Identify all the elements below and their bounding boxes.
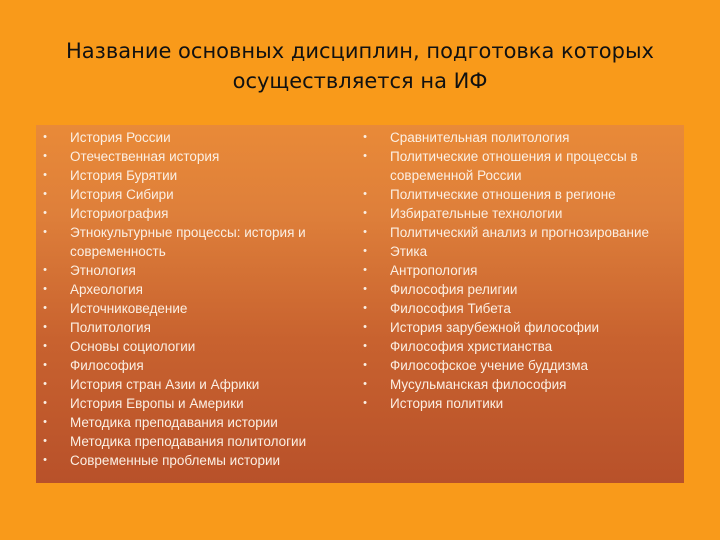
discipline-label: Философия Тибета [390, 301, 511, 316]
bullet-icon: • [43, 131, 47, 143]
discipline-label: История России [70, 130, 171, 145]
discipline-label: История Сибири [70, 187, 174, 202]
discipline-label: Философия религии [390, 282, 518, 297]
left-discipline-list [40, 128, 340, 470]
bullet-icon: • [43, 226, 47, 238]
discipline-item [360, 318, 678, 337]
discipline-item [40, 318, 340, 337]
discipline-item [40, 185, 340, 204]
discipline-label: Методика преподавания истории [70, 415, 278, 430]
discipline-item [40, 394, 340, 413]
discipline-item [40, 299, 340, 318]
bullet-icon: • [43, 150, 47, 162]
discipline-item [360, 261, 678, 280]
bullet-icon: • [363, 150, 367, 162]
discipline-label: Этнокультурные процессы: история и современность [70, 225, 306, 259]
bullet-icon: • [43, 416, 47, 428]
bullet-icon: • [43, 169, 47, 181]
bullet-icon: • [363, 378, 367, 390]
right-discipline-list [360, 128, 678, 413]
bullet-icon: • [363, 131, 367, 143]
discipline-item [40, 147, 340, 166]
discipline-label: Философское учение буддизма [390, 358, 588, 373]
discipline-label: Мусульманская философия [390, 377, 567, 392]
bullet-icon: • [363, 321, 367, 333]
bullet-icon: • [43, 378, 47, 390]
bullet-icon: • [43, 397, 47, 409]
discipline-label: Избирательные технологии [390, 206, 563, 221]
discipline-label: История политики [390, 396, 504, 411]
bullet-icon: • [363, 302, 367, 314]
discipline-label: История Бурятии [70, 168, 178, 183]
discipline-item [40, 223, 340, 261]
discipline-label: Археология [70, 282, 143, 297]
discipline-label: Политические отношения в регионе [390, 187, 616, 202]
bullet-icon: • [43, 340, 47, 352]
bullet-icon: • [43, 207, 47, 219]
discipline-label: Политический анализ и прогнозирование [390, 225, 650, 240]
discipline-item [40, 375, 340, 394]
discipline-label: Историография [70, 206, 169, 221]
discipline-item [40, 413, 340, 432]
bullet-icon: • [363, 245, 367, 257]
discipline-label: Антропология [390, 263, 478, 278]
bullet-icon: • [363, 397, 367, 409]
discipline-item [360, 185, 678, 204]
discipline-label: Политология [70, 320, 151, 335]
bullet-icon: • [43, 359, 47, 371]
discipline-label: История Европы и Америки [70, 396, 244, 411]
discipline-item [360, 204, 678, 223]
discipline-label: Современные проблемы истории [70, 453, 281, 468]
discipline-item [360, 147, 678, 185]
bullet-icon: • [43, 454, 47, 466]
discipline-label: Сравнительная политология [390, 130, 570, 145]
discipline-item [40, 356, 340, 375]
discipline-label: Философия христианства [390, 339, 553, 354]
discipline-item [40, 451, 340, 470]
discipline-item [360, 356, 678, 375]
bullet-icon: • [43, 188, 47, 200]
discipline-item [40, 337, 340, 356]
slide-title: Название основных дисциплин, подготовка которых осуществляется на ИФ [66, 39, 654, 93]
discipline-label: Методика преподавания политологии [70, 434, 307, 449]
discipline-label: Отечественная история [70, 149, 220, 164]
bullet-icon: • [363, 188, 367, 200]
discipline-item [40, 128, 340, 147]
bullet-icon: • [363, 340, 367, 352]
bullet-icon: • [43, 302, 47, 314]
discipline-item [360, 280, 678, 299]
discipline-label: Политические отношения и процессы в современной России [390, 149, 638, 183]
bullet-icon: • [363, 226, 367, 238]
bullet-icon: • [43, 435, 47, 447]
discipline-label: Источниковедение [70, 301, 188, 316]
discipline-item [40, 166, 340, 185]
discipline-label: Этнология [70, 263, 136, 278]
discipline-item [360, 375, 678, 394]
discipline-item [40, 204, 340, 223]
discipline-label: История зарубежной философии [390, 320, 600, 335]
discipline-item [360, 337, 678, 356]
bullet-icon: • [43, 321, 47, 333]
bullet-icon: • [363, 264, 367, 276]
discipline-label: Философия [70, 358, 144, 373]
discipline-item [360, 128, 678, 147]
discipline-item [360, 242, 678, 261]
discipline-label: Основы социологии [70, 339, 196, 354]
bullet-icon: • [363, 207, 367, 219]
discipline-item [40, 432, 340, 451]
bullet-icon: • [363, 283, 367, 295]
discipline-item [360, 299, 678, 318]
discipline-item [360, 223, 678, 242]
discipline-item [40, 280, 340, 299]
bullet-icon: • [43, 264, 47, 276]
discipline-label: История стран Азии и Африки [70, 377, 260, 392]
discipline-item [40, 261, 340, 280]
bullet-icon: • [363, 359, 367, 371]
discipline-label: Этика [390, 244, 428, 259]
discipline-item [360, 394, 678, 413]
bullet-icon: • [43, 283, 47, 295]
